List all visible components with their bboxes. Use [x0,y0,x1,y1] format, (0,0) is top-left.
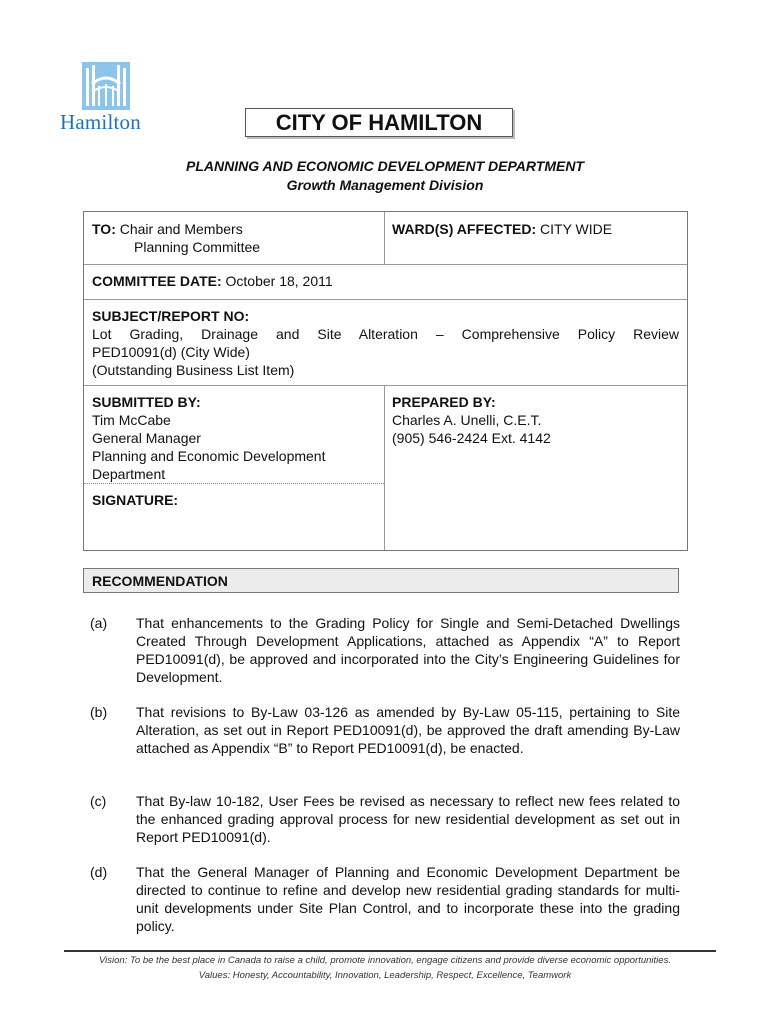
subject-line1: Lot Grading, Drainage and Site Alteration – Comprehensive Policy Review [92,326,679,342]
recommendation-item-c [90,792,680,846]
wards-label: WARD(S) AFFECTED: [392,221,537,237]
submitted-by-name: Tim McCabe [92,412,171,428]
recommendation-item-d [90,863,680,935]
submitted-by-cell [92,393,325,483]
committee-date-label: COMMITTEE DATE: [92,273,222,289]
info-row-submitted [84,385,687,550]
footer-vision: Vision: To be the best place in Canada to raise a child, promote innovation, engage citizens and provide diverse economic opportunities. [99,955,671,966]
subject-cell [92,307,679,379]
wards-value: CITY WIDE [540,221,613,237]
footer-divider [64,950,716,952]
hamilton-logo [60,62,152,135]
submitted-by-dept2: Department [92,466,166,482]
prepared-by-name: Charles A. Unelli, C.E.T. [392,412,542,428]
info-row-to [84,212,687,265]
item-label: (c) [90,793,107,809]
recommendation-item-b [90,703,680,757]
item-text: That revisions to By-Law 03-126 as amended by By-Law 05-115, pertaining to Site Alteration, as set out in Report PED10091(d), be approved the draft amending By-Law attached as Appendix “B” to Report PED10091(d), be enacted. [136,704,680,756]
department-name: PLANNING AND ECONOMIC DEVELOPMENT DEPARTMENT [186,158,584,174]
recommendation-heading: RECOMMENDATION [83,568,679,593]
division-name: Growth Management Division [286,177,484,193]
item-text: That enhancements to the Grading Policy for Single and Semi-Detached Dwellings Created Through Development Applications, attached as Appendix “A” to Report PED10091(d), be approved and incorporated into the City’s Engineering Guidelines for Development. [136,615,680,685]
logo-wordmark: Hamilton [60,110,141,134]
column-divider [384,385,385,550]
subject-line3: (Outstanding Business List Item) [92,362,295,378]
to-label: TO: [92,221,116,237]
column-divider [384,212,385,264]
to-line2: Planning Committee [134,239,261,255]
info-row-subject [84,299,687,386]
subject-line2: PED10091(d) (City Wide) [92,344,250,360]
info-row-committee-date [84,264,687,300]
to-line1: Chair and Members [119,221,243,237]
prepared-by-cell [392,393,551,447]
item-label: (a) [90,615,108,631]
item-text: That By-law 10-182, User Fees be revised as necessary to reflect new fees related to the enhanced grading approval process for new residential development as set out in Report PED10091(d). [136,793,680,845]
recommendation-item-a [90,614,680,686]
wards-cell [392,220,612,238]
item-label: (b) [90,704,108,720]
signature-divider [84,483,384,484]
item-text: That the General Manager of Planning and Economic Development Department be directed to continue to refine and develop new residential grading standards for multi-unit developments under Site Plan Control, and to incorporate these into the grading policy. [136,864,680,934]
subject-label: SUBJECT/REPORT NO: [92,308,250,324]
submitted-by-dept1: Planning and Economic Development [92,448,326,464]
item-label: (d) [90,864,108,880]
submitted-by-label: SUBMITTED BY: [92,394,201,410]
signature-label: SIGNATURE: [92,492,179,508]
prepared-by-label: PREPARED BY: [392,394,496,410]
committee-date-cell [92,272,333,290]
document-title: CITY OF HAMILTON [245,108,513,137]
submitted-by-title: General Manager [92,430,201,446]
hamilton-logo-icon [82,62,130,110]
to-cell [92,220,260,256]
report-info-table [83,211,688,551]
committee-date-value: October 18, 2011 [225,273,333,289]
prepared-by-phone: (905) 546-2424 Ext. 4142 [392,430,551,446]
footer-values: Values: Honesty, Accountability, Innovation, Leadership, Respect, Excellence, Teamwork [198,970,572,981]
